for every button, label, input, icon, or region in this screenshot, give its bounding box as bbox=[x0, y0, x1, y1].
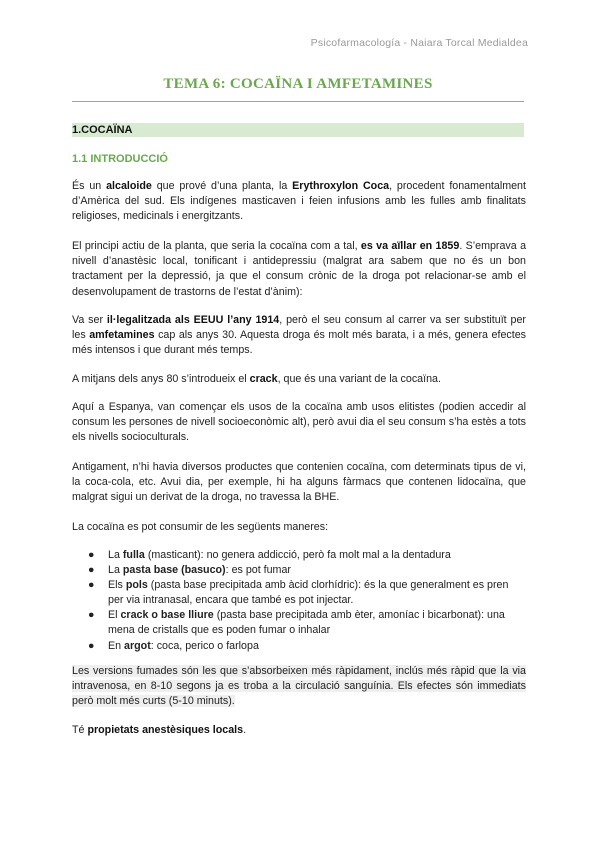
paragraph-illegalization: Va ser il·legalitzada als EEUU l’any 1914, però el seu consum al carrer va ser substituït per les amfetamines cap als anys 30. Aquesta droga és molt més barata, i a més, genera efectes més intensos i que durant més temps. bbox=[72, 314, 526, 357]
highlighted-text: Les versions fumades són les que s’absorbeixen més ràpidament, inclús més ràpid que la via intravenosa, en 8-10 segons ja es troba a la circulació sanguínia. Els efectes són immediats però molt més curts (5-10 minuts). bbox=[72, 665, 526, 708]
list-item: ● La fulla (masticant): no genera addicció, però fa molt mal a la dentadura bbox=[108, 548, 526, 563]
paragraph-smoked-versions bbox=[72, 664, 526, 710]
bullet-icon: ● bbox=[88, 579, 95, 592]
list-item: ● La pasta base (basuco): es pot fumar bbox=[108, 563, 526, 578]
bullet-icon: ● bbox=[88, 564, 95, 577]
bullet-icon: ● bbox=[88, 549, 95, 561]
list-item: ● Els pols (pasta base precipitada amb àcid clorhídric): és la que generalment es pren per via intranasal, encara que també es pot injectar. bbox=[88, 579, 509, 607]
paragraph-crack: A mitjans dels anys 80 s’introdueix el crack, que és una variant de la cocaïna. bbox=[72, 373, 441, 385]
page-header: Psicofarmacología - Naiara Torcal Medialdea bbox=[310, 37, 528, 49]
list-item: ● En argot: coca, perico o farlopa bbox=[108, 639, 526, 654]
paragraph-active-principle: El principi actiu de la planta, que seria la cocaïna com a tal, es va aïllar en 1859. S’emprava a nivell d’anastèsic local, tonificant i antidepressiu (malgrat ara sabem que no és un bon tractament per la depressió, ja que el consum crònic de la droga pot relacionar-se amb el desenvolupament de trastorns de l’estat d’ànim): bbox=[72, 240, 527, 298]
subsection-heading: 1.1 INTRODUCCIÓ bbox=[72, 153, 168, 165]
paragraph-origin: És un alcaloide que prové d’una planta, la Erythroxylon Coca, procedent fonamentalment d’Amèrica del sud. Els indígenes masticaven i feien infusions amb les fulles amb finalitats religioses, medicinals i energitzants. bbox=[72, 180, 526, 223]
bullet-icon: ● bbox=[88, 609, 95, 622]
paragraph-spain: Aquí a Espanya, van començar els usos de la cocaïna amb usos elitistes (podien accedir al consum les persones de nivell socioeconòmic alt), però avui dia el seu consum s’ha estès a tots els nivells socioculturals. bbox=[72, 401, 526, 444]
document-title: TEMA 6: COCAÏNA I AMFETAMINES bbox=[163, 76, 433, 92]
title-divider bbox=[72, 101, 524, 102]
list-item: ● El crack o base lliure (pasta base precipitada amb èter, amoníac i bicarbonat): una mena de cristalls que es poden fumar o inhalar bbox=[88, 609, 505, 637]
section-heading: 1.COCAÏNA bbox=[72, 123, 524, 137]
paragraph-anesthetic: Té propietats anestèsiques locals. bbox=[72, 724, 247, 736]
bullet-icon: ● bbox=[88, 639, 95, 652]
consumption-list bbox=[72, 548, 526, 654]
paragraph-consumption-intro: La cocaïna es pot consumir de les següents maneres: bbox=[72, 521, 329, 533]
paragraph-history: Antigament, n’hi havia diversos productes que contenien cocaïna, com determinats tipus de vi, la coca-cola, etc. Avui dia, per exemple, hi ha alguns fàrmacs que contenen lidocaïna, que malgrat sigui un derivat de la droga, no travessa la BHE. bbox=[72, 461, 526, 504]
